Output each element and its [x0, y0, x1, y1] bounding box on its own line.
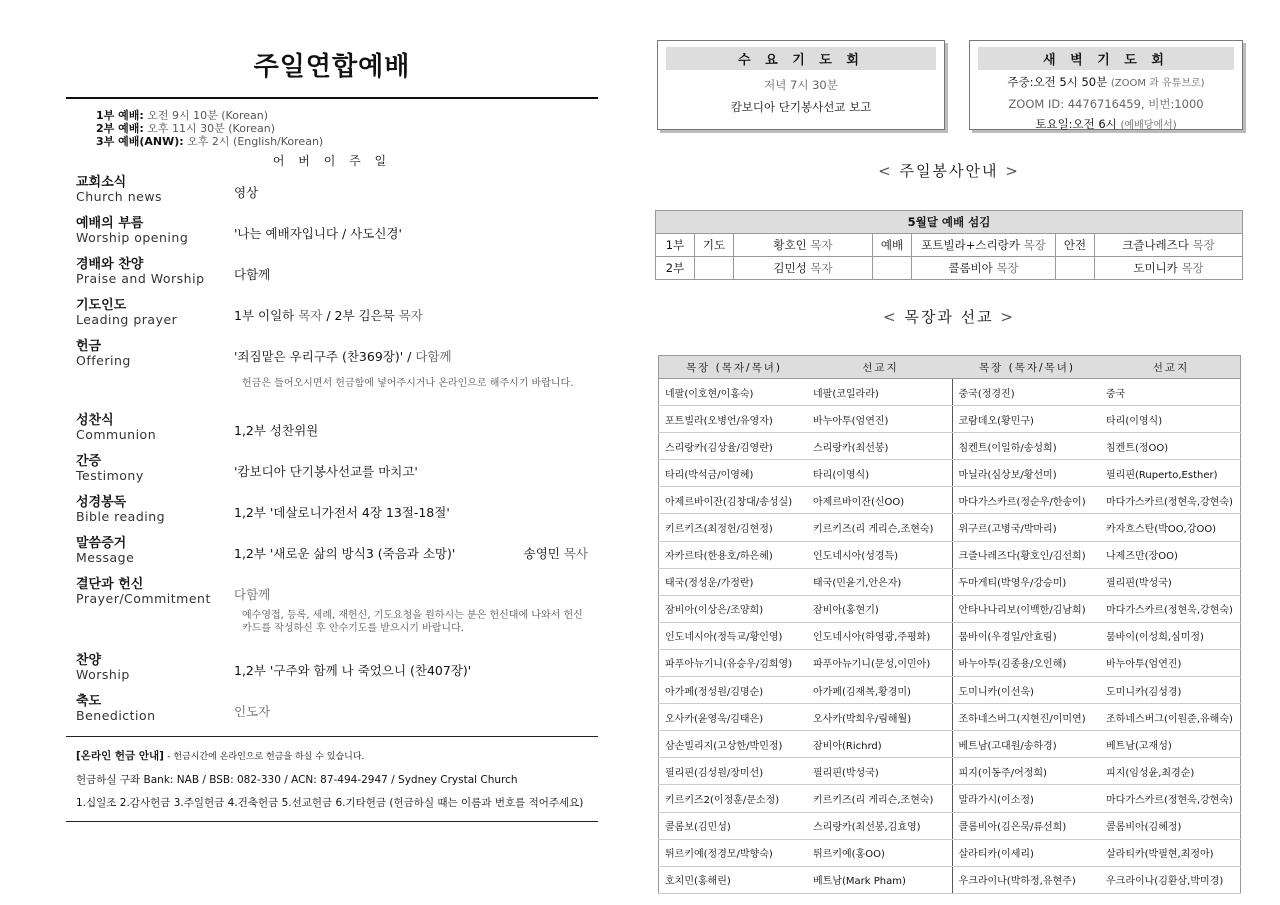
cell-mission-field: 인도네시아(하영광,주평화) [809, 622, 952, 649]
order-item-ko: 성찬식 [76, 413, 114, 428]
cell-mission-field: 베트남(고재성) [1102, 731, 1241, 758]
preacher-title: 목사 [563, 546, 588, 561]
cell-group: 도미니카(이선욱) [952, 677, 1102, 704]
table-row [659, 568, 1241, 595]
person-title: 목장 [996, 261, 1019, 275]
order-item [66, 653, 598, 694]
cell-mission-field: 마다가스카르(정현욱,강현숙) [1102, 595, 1241, 622]
section-divider [66, 821, 598, 822]
order-item-value: 인도자 [234, 704, 271, 719]
person-title: 목장 [1181, 261, 1204, 275]
column-header: 선교지 [809, 356, 952, 379]
preacher [524, 544, 588, 562]
order-item-value [234, 339, 598, 365]
occasion-title: 어 버 이 주 일 [272, 154, 392, 168]
wednesday-prayer-time: 저녁 7시 30분 [764, 78, 838, 92]
cell-mission-field: 바누아투(엄연진) [809, 406, 952, 433]
page-title: 주일연합예배 [253, 52, 411, 82]
order-item-en: Testimony [76, 468, 144, 483]
order-item [66, 454, 598, 495]
value-text: 1,2부 '새로운 삶의 방식3 (죽음과 소망)' [234, 546, 456, 561]
table-row [659, 514, 1241, 541]
table-row [659, 406, 1241, 433]
table-row [659, 758, 1241, 785]
order-item-value: 1,2부 성찬위원 [234, 423, 319, 438]
cell-group: 크즐나레즈다(황호인/김선희) [952, 541, 1102, 568]
order-item [66, 495, 598, 536]
cell-mission-field: 타리(이영식) [1102, 406, 1241, 433]
service-time-value: 오전 9시 10분 (Korean) [147, 109, 268, 122]
cell-group: 코람데오(황민구) [952, 406, 1102, 433]
duty-label [873, 257, 912, 280]
cell-group: 우크라이나(박하정,유현주) [952, 866, 1102, 893]
dawn-saturday-time: 토요일:오전 6시 [1035, 117, 1117, 131]
person-title: 목자 [810, 261, 833, 275]
duty-person [912, 234, 1056, 257]
duty-label: 안전 [1056, 234, 1095, 257]
cell-mission-field: 타리(이영식) [809, 460, 952, 487]
person-name: 도미니카 [1133, 261, 1178, 275]
cell-mission-field: 튀르키예(홍OO) [809, 839, 952, 866]
order-item [66, 536, 598, 577]
order-item-en: Bible reading [76, 509, 166, 524]
missions-table [658, 355, 1241, 894]
cell-group: 호치민(홍해린) [659, 866, 810, 893]
table-row [656, 257, 1243, 280]
order-item [66, 694, 598, 728]
cell-mission-field: 마다가스카르(정현욱,강현숙) [1102, 487, 1241, 514]
order-item-ko: 기도인도 [76, 298, 127, 313]
bank-account: 헌금하실 구좌 Bank: NAB / BSB: 082-330 / ACN: 87-494-2947 / Sydney Crystal Church [76, 774, 518, 786]
order-item-ko: 말씀증거 [76, 536, 127, 551]
cell-mission-field: 필리핀(Ruperto,Esther) [1102, 460, 1241, 487]
cell-group: 살라티카(이세리) [952, 839, 1102, 866]
worship-order-list [66, 175, 598, 728]
cell-group: 파푸아뉴기니(유승우/김희영) [659, 649, 810, 676]
cell-mission-field: 필리핀(박성국) [1102, 568, 1241, 595]
person-name: 크즐나레즈다 [1122, 238, 1189, 252]
table-row [659, 379, 1241, 406]
table-row [659, 649, 1241, 676]
cell-group: 삼손빌리지(고상한/박민정) [659, 731, 810, 758]
dawn-weekday-time: 주중:오전 5시 50분 [1007, 75, 1108, 89]
table-row [656, 234, 1243, 257]
cell-group: 필리핀(김성원/장미선) [659, 758, 810, 785]
offering-note: 헌금은 들어오시면서 헌금함에 넣어주시거나 온라인으로 해주시기 바랍니다. [242, 378, 574, 389]
cell-mission-field: 피지(임성윤,최경순) [1102, 758, 1241, 785]
dawn-prayer-title: 새 벽 기 도 회 [978, 47, 1234, 70]
section-divider [66, 736, 598, 737]
duty-label: 기도 [695, 234, 734, 257]
order-item-en: Prayer/Commitment [76, 591, 211, 606]
online-offering-info [66, 745, 598, 815]
order-item-value: '캄보디아 단기봉사선교를 마치고' [234, 464, 418, 479]
cell-mission-field: 나제즈만(장OO) [1102, 541, 1241, 568]
table-row [659, 433, 1241, 460]
order-item-ko: 축도 [76, 694, 102, 709]
cell-group: 오사카(윤영욱/김태은) [659, 704, 810, 731]
online-heading-line [76, 745, 598, 769]
title-divider [66, 97, 598, 99]
missions-heading: < 목장과 선교 > [883, 308, 1015, 326]
cell-mission-field: 스리랑카(최선봉) [809, 433, 952, 460]
service-time-label: 3부 예배(ANW): [96, 135, 184, 148]
duty-person [1095, 257, 1243, 280]
cell-mission-field: 중국 [1102, 379, 1241, 406]
duty-person [734, 257, 873, 280]
cell-mission-field: 잠비아(Richrd) [809, 731, 952, 758]
order-item-value: 영상 [234, 185, 259, 200]
value-text: 1부 이일하 [234, 308, 299, 323]
table-row [659, 839, 1241, 866]
column-header: 선교지 [1102, 356, 1241, 379]
cell-mission-field: 잠비아(홍현기) [809, 595, 952, 622]
order-item-value [234, 536, 598, 562]
order-item-ko: 찬양 [76, 653, 102, 668]
service-times [96, 109, 598, 148]
service-time-label: 1부 예배: [96, 109, 144, 122]
cell-mission-field: 오사카(박희우/림해월) [809, 704, 952, 731]
table-row [659, 541, 1241, 568]
cell-group: 두마게티(박영우/강승미) [952, 568, 1102, 595]
cell-mission-field: 조하네스버그(이원준,유해숙) [1102, 704, 1241, 731]
order-item-en: Message [76, 550, 135, 565]
order-item-ko: 예배의 부름 [76, 216, 144, 231]
order-item-en: Communion [76, 427, 157, 442]
missions-table-body [659, 379, 1241, 894]
value-title: 목자 [298, 308, 323, 323]
offering-types: 1.십일조 2.감사헌금 3.주일헌금 4.건축헌금 5.선교헌금 6.기타헌금 (헌금하실 때는 이름과 번호를 적어주세요) [76, 797, 584, 809]
order-item [66, 577, 598, 609]
preacher-name: 송영민 [523, 546, 560, 561]
online-heading: [온라인 헌금 안내] [76, 750, 164, 762]
column-header: 목장 (목자/목녀) [659, 356, 810, 379]
value-text: / 2부 김은묵 [322, 308, 399, 323]
order-item-en: Praise and Worship [76, 271, 205, 286]
cell-mission-field: 뭄바이(이성희,심미정) [1102, 622, 1241, 649]
cell-mission-field: 스리랑카(최선봉,김효영) [809, 812, 952, 839]
table-row [659, 731, 1241, 758]
cell-group: 키르키즈(최정헌/김현정) [659, 514, 810, 541]
service-time-1 [96, 109, 598, 122]
cell-mission-field: 네팔(코일라라) [809, 379, 952, 406]
order-item-en: Worship [76, 667, 130, 682]
person-title: 목장 [1192, 238, 1215, 252]
order-item [66, 339, 598, 377]
order-of-worship [66, 40, 598, 822]
order-item-value: '나는 예배자입니다 / 사도신경' [234, 226, 402, 241]
cell-group: 튀르키예(정경모/박향숙) [659, 839, 810, 866]
cell-group: 안타나나리보(이백한/김남희) [952, 595, 1102, 622]
order-item-ko: 교회소식 [76, 175, 127, 190]
table-row [659, 677, 1241, 704]
order-item-value: 1,2부 '데살로니가전서 4장 13절-18절' [234, 505, 450, 520]
order-item-value: 다함께 [234, 267, 271, 282]
person-name: 김민성 [773, 261, 807, 275]
wednesday-prayer-title: 수 요 기 도 회 [666, 47, 936, 70]
dawn-saturday [970, 114, 1242, 136]
cell-mission-field: 키르키즈(리 게리슨,조현숙) [809, 785, 952, 812]
cell-group: 베트남(고대원/송하경) [952, 731, 1102, 758]
cell-group: 마닐라(심상보/황선미) [952, 460, 1102, 487]
order-item [66, 175, 598, 216]
order-item-value: 1,2부 '구주와 함께 나 죽었으니 (찬407장)' [234, 663, 472, 678]
person-name: 포트빌라+스리랑카 [921, 238, 1020, 252]
cell-group: 아가페(정성원/김명순) [659, 677, 810, 704]
cell-group: 침켄트(이일하/송성희) [952, 433, 1102, 460]
cell-group: 콜롬비아(김은묵/류선희) [952, 812, 1102, 839]
dawn-saturday-note: (예배당에서) [1120, 120, 1177, 131]
cell-mission-field: 콜롬비아(김혜정) [1102, 812, 1241, 839]
dawn-weekday-note: (ZOOM 과 유튜브로) [1110, 78, 1205, 89]
cell-group: 마다가스카르(정순우/한송이) [952, 487, 1102, 514]
cell-mission-field: 인도네시아(성경득) [809, 541, 952, 568]
service-time-value: 오후 2시 (English/Korean) [187, 135, 324, 148]
cell-group: 키르키즈2(이정훈/문소정) [659, 785, 810, 812]
cell-group: 잠비아(이상은/조양희) [659, 595, 810, 622]
cell-group: 자카르타(한용호/하은혜) [659, 541, 810, 568]
dawn-weekday [970, 72, 1242, 94]
table-row [659, 487, 1241, 514]
cell-mission-field: 살라티카(박필현,최정아) [1102, 839, 1241, 866]
cell-mission-field: 필리핀(박성국) [809, 758, 952, 785]
cell-mission-field: 아가페(김재복,황경미) [809, 677, 952, 704]
table-row [659, 622, 1241, 649]
order-item-ko: 결단과 헌신 [76, 577, 144, 592]
service-guide-title: 주일봉사안내 [899, 162, 999, 180]
cell-group: 태국(정성운/가정란) [659, 568, 810, 595]
person-name: 황호인 [773, 238, 807, 252]
cell-mission-field: 우크라이나(김환삼,박미경) [1102, 866, 1241, 893]
cell-group: 포트빌라(오병언/유영자) [659, 406, 810, 433]
dawn-zoom-id: ZOOM ID: 4476716459, 비번:1000 [1008, 97, 1204, 111]
cell-group: 조하네스버그(지현진/이미연) [952, 704, 1102, 731]
cell-mission-field: 키르키즈(리 게리슨,조현숙) [809, 514, 952, 541]
value-text: '죄짐맡은 우리구주 (찬369장)' / [234, 349, 416, 364]
cell-group: 콜롬보(김민성) [659, 812, 810, 839]
person-title: 목장 [1023, 238, 1046, 252]
column-header: 목장 (목자/목녀) [952, 356, 1102, 379]
cell-group: 말라가시(이소정) [952, 785, 1102, 812]
cell-mission-field: 마다가스카르(정현욱,강현숙) [1102, 785, 1241, 812]
service-guide-heading: < 주일봉사안내 > [878, 162, 1020, 180]
value-title: 다함께 [415, 349, 452, 364]
wednesday-prayer-detail: 캄보디아 단기봉사선교 보고 [730, 100, 872, 114]
duty-label [695, 257, 734, 280]
online-heading-note: - 헌금시간에 온라인으로 헌금을 하실 수 있습니다. [167, 752, 365, 762]
person-name: 콜롬비아 [948, 261, 993, 275]
dawn-prayer-box [969, 40, 1243, 130]
service-time-label: 2부 예배: [96, 122, 144, 135]
service-label: 2부 [656, 257, 695, 280]
service-time-value: 오후 11시 30분 (Korean) [147, 122, 275, 135]
service-schedule-table [655, 210, 1243, 280]
wednesday-prayer-box [657, 40, 945, 130]
cell-mission-field: 바누아투(엄연진) [1102, 649, 1241, 676]
table-row [659, 595, 1241, 622]
cell-group: 피지(이동주/어정희) [952, 758, 1102, 785]
cell-mission-field: 도미니카(김성경) [1102, 677, 1241, 704]
value-title: 목자 [398, 308, 423, 323]
duty-person [1095, 234, 1243, 257]
cell-group: 인도네시아(정득교/황인영) [659, 622, 810, 649]
duty-person [734, 234, 873, 257]
cell-group: 타리(박석금/이영혜) [659, 460, 810, 487]
table-row [659, 866, 1241, 893]
order-item [66, 413, 598, 454]
order-item-ko: 경배와 찬양 [76, 257, 144, 272]
cell-group: 위구르(고병국/박마리) [952, 514, 1102, 541]
cell-mission-field: 카자흐스탄(박OO,강OO) [1102, 514, 1241, 541]
order-item-en: Church news [76, 189, 163, 204]
cell-mission-field: 침켄트(정OO) [1102, 433, 1241, 460]
order-item-ko: 헌금 [76, 339, 102, 354]
cell-group: 아제르바이잔(김창대/송성실) [659, 487, 810, 514]
order-item [66, 298, 598, 339]
service-table-title: 5월달 예배 섬김 [656, 211, 1243, 234]
table-row [659, 460, 1241, 487]
order-item-en: Offering [76, 353, 131, 368]
table-row [659, 704, 1241, 731]
order-item-ko: 성경봉독 [76, 495, 127, 510]
cell-mission-field: 태국(민윤기,안은자) [809, 568, 952, 595]
service-time-3 [96, 135, 598, 148]
table-row [659, 812, 1241, 839]
cell-mission-field: 베트남(Mark Pham) [809, 866, 952, 893]
service-label: 1부 [656, 234, 695, 257]
order-item-en: Benediction [76, 708, 156, 723]
cell-group: 네팔(이호현/이홍숙) [659, 379, 810, 406]
duty-person [912, 257, 1056, 280]
missions-title: 목장과 선교 [904, 308, 994, 326]
order-item-value [234, 298, 598, 324]
order-item-value: 다함께 [234, 587, 271, 602]
service-time-2 [96, 122, 598, 135]
table-header-row [659, 356, 1241, 379]
order-item-en: Leading prayer [76, 312, 178, 327]
duty-label [1056, 257, 1095, 280]
cell-mission-field: 파푸아뉴기니(문성,이민아) [809, 649, 952, 676]
order-item [66, 257, 598, 298]
duty-label: 예배 [873, 234, 912, 257]
cell-mission-field: 아제르바이잔(신OO) [809, 487, 952, 514]
cell-group: 스리랑카(김상율/김영란) [659, 433, 810, 460]
commitment-note: 예수영접, 등록, 세례, 재헌신, 기도요청을 원하시는 분은 헌신대에 나와서 헌신카드를 작성하신 후 안수기도를 받으시기 바랍니다. [242, 610, 583, 634]
cell-group: 뭄바이(우경일/안효림) [952, 622, 1102, 649]
order-item-ko: 간증 [76, 454, 102, 469]
cell-group: 바누아투(김종용/오인해) [952, 649, 1102, 676]
table-row [659, 785, 1241, 812]
cell-group: 중국(정경진) [952, 379, 1102, 406]
order-item-en: Worship opening [76, 230, 189, 245]
person-title: 목자 [810, 238, 833, 252]
order-item [66, 216, 598, 257]
